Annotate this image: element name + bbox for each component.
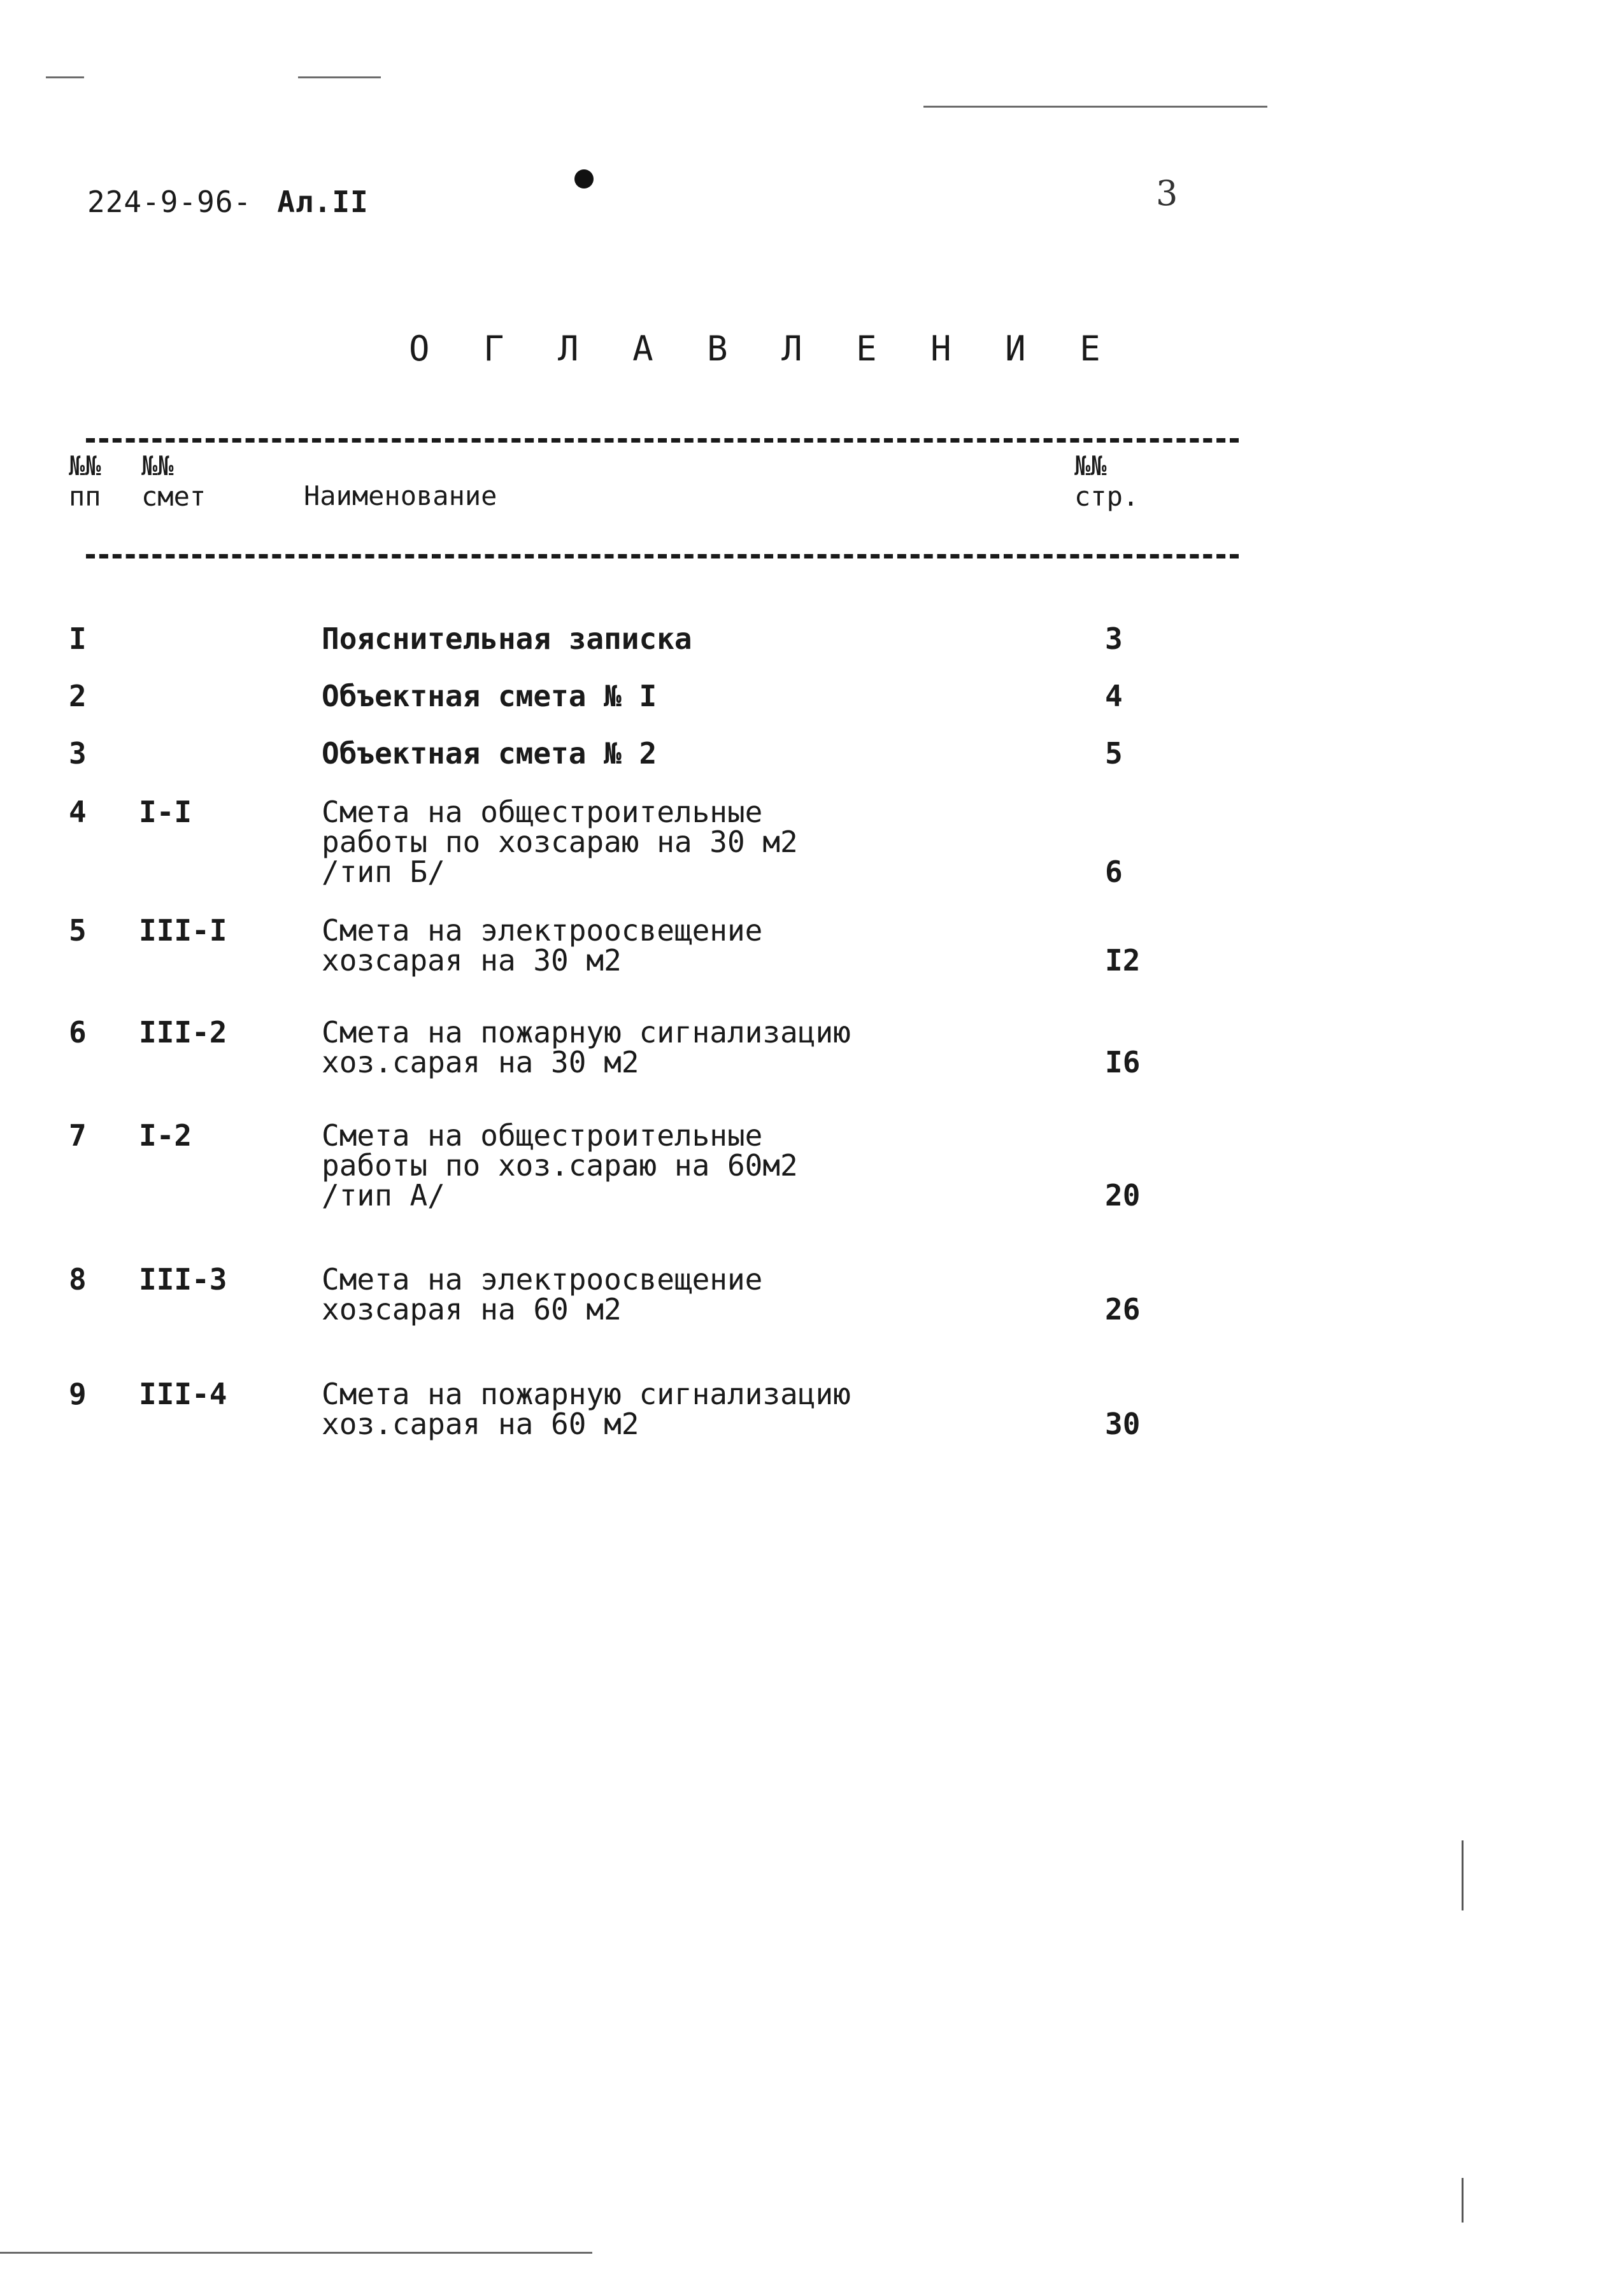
estimate-number: III-I — [139, 913, 227, 948]
document-code — [87, 185, 369, 219]
item-page: I2 — [1105, 943, 1141, 978]
ink-dot — [574, 169, 594, 188]
item-number: 2 — [69, 679, 87, 713]
item-page: 26 — [1105, 1292, 1141, 1326]
document-title: О Г Л А В Л Е Н И Е — [409, 329, 1117, 369]
item-name: Смета на пожарную сигнализацию хоз.сарая на 60 м2 — [322, 1377, 851, 1441]
header-rule-bottom — [86, 554, 1239, 558]
column-header-text-num: №№ пп — [69, 450, 101, 512]
item-name: Смета на электроосвещение хозсарая на 60 м2 — [322, 1262, 763, 1326]
item-name: Смета на общестроительные работы по хоз.сараю на 60м2 /тип А/ — [322, 1118, 798, 1213]
item-name: Объектная смета № I — [322, 679, 657, 713]
item-number: I — [69, 622, 87, 656]
header-rule-top — [86, 438, 1239, 443]
estimate-number: I-I — [139, 795, 192, 829]
item-number: 7 — [69, 1118, 87, 1153]
item-page: I6 — [1105, 1045, 1141, 1079]
column-header-page — [1074, 451, 1139, 512]
item-page: 3 — [1105, 622, 1123, 656]
item-page: 30 — [1105, 1407, 1141, 1441]
column-header-name: Наименование — [304, 480, 497, 511]
item-number: 5 — [69, 913, 87, 948]
column-header-text-page: №№ стр. — [1074, 450, 1139, 512]
item-number: 9 — [69, 1377, 87, 1411]
item-page: 20 — [1105, 1178, 1141, 1213]
scan-artifact-top-right — [923, 106, 1267, 108]
document-code-number: 224-9-96- — [87, 185, 252, 219]
estimate-number: III-3 — [139, 1262, 227, 1297]
column-header-estimate — [141, 451, 206, 512]
item-name: Смета на пожарную сигнализацию хоз.сарая на 30 м2 — [322, 1015, 851, 1079]
item-number: 4 — [69, 795, 87, 829]
item-number: 3 — [69, 736, 87, 771]
item-name: Смета на общестроительные работы по хозсараю на 30 м2 /тип Б/ — [322, 795, 798, 889]
column-header-number — [69, 451, 101, 512]
page-number: 3 — [1156, 173, 1178, 213]
item-page: 6 — [1105, 855, 1123, 889]
item-name: Смета на электроосвещение хозсарая на 30 м2 — [322, 913, 763, 978]
scan-artifact-right-edge — [1462, 1840, 1464, 1910]
item-number: 8 — [69, 1262, 87, 1297]
album-number: Ал.II — [277, 185, 369, 219]
estimate-number: I-2 — [139, 1118, 192, 1153]
scan-artifact-top-mid — [298, 76, 381, 78]
estimate-number: III-2 — [139, 1015, 227, 1049]
item-page: 5 — [1105, 736, 1123, 771]
estimate-number: III-4 — [139, 1377, 227, 1411]
item-page: 4 — [1105, 679, 1123, 713]
scan-artifact-bottom — [0, 2252, 592, 2254]
scan-artifact-top-left — [46, 76, 84, 78]
scan-artifact-right-edge-2 — [1462, 2178, 1464, 2223]
item-number: 6 — [69, 1015, 87, 1049]
item-name: Пояснительная записка — [322, 622, 692, 656]
column-header-text-estimate: №№ смет — [141, 450, 206, 512]
item-name: Объектная смета № 2 — [322, 736, 657, 771]
